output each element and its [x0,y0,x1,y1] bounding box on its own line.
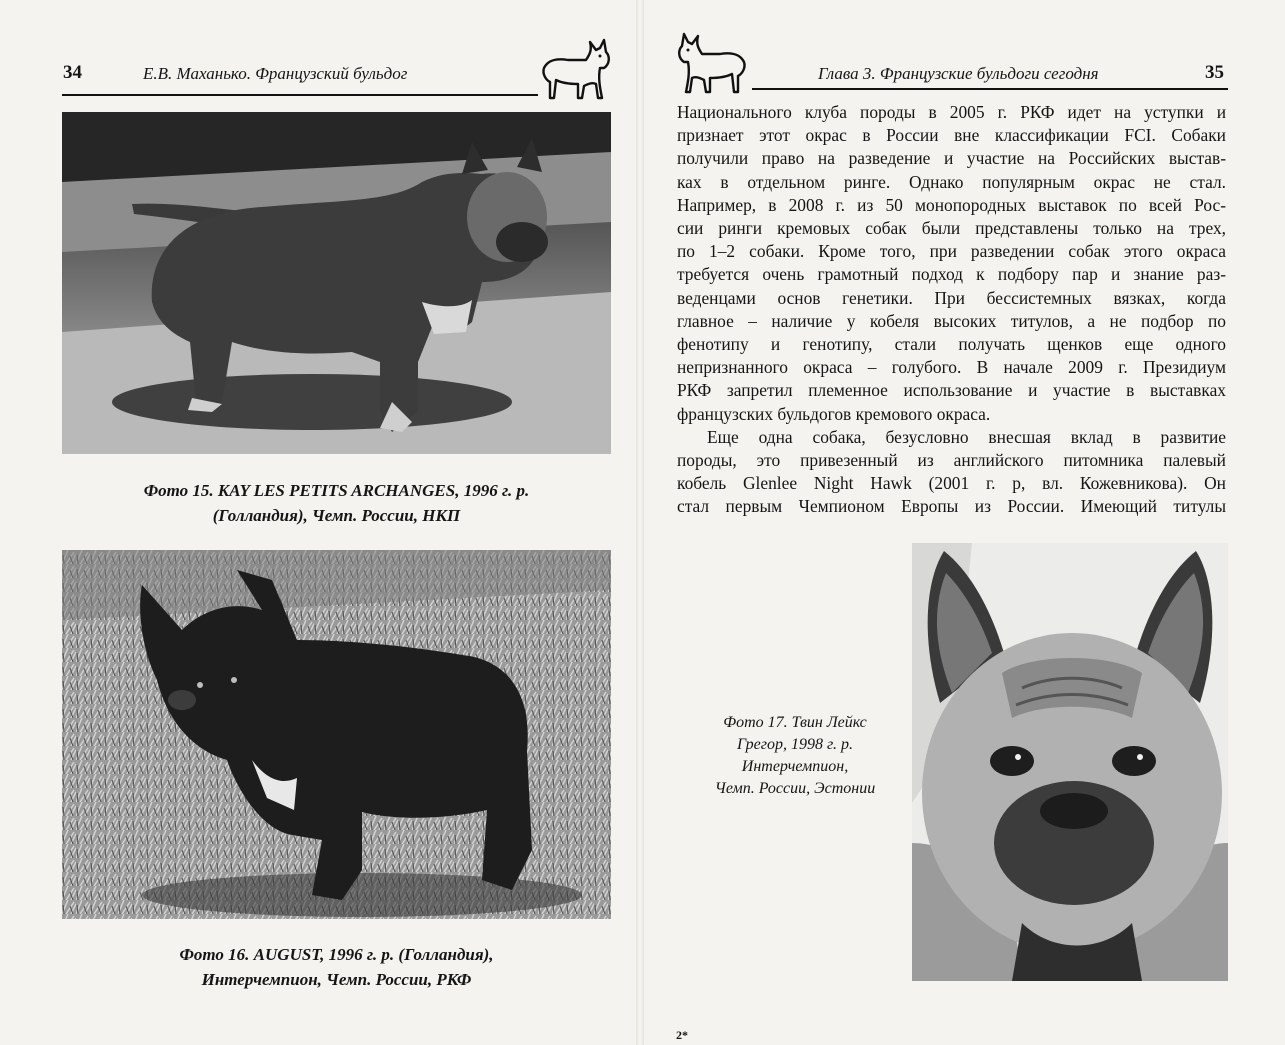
body-line: кобель Glenlee Night Hawk (2001 г. р, вл. Кожевникова). Он [677,473,1226,494]
photo-15-caption [62,478,611,528]
photo-16-caption-line2: Интерчемпион, Чемп. России, РКФ [201,970,472,989]
photo-17-caption-line: Интерчемпион, [741,758,849,775]
photo-15-caption-line2: (Голландия), Чемп. России, НКП [212,506,461,525]
photo-17-caption [670,712,920,800]
header-rule-right [752,88,1228,90]
photo-16-caption-line1: Фото 16. AUGUST, 1996 г. р. (Голландия), [179,945,494,964]
running-head-right: Глава 3. Французские бульдоги сегодня [818,64,1099,83]
body-line: получили право на разведение и участие на Российских выстав- [677,148,1226,169]
body-line: требуется очень грамотный подход к подбору пар и знание раз- [677,264,1226,285]
photo-17-caption-line: Грегор, 1998 г. р. [736,736,854,753]
body-line: Национального клуба породы в 2005 г. РКФ идет на уступки и [677,102,1226,122]
page-number-right: 35 [1205,62,1224,83]
body-line: непризнанного окраса – голубого. В начале 2009 г. Президиум [677,357,1226,378]
body-line: ках в отдельном ринге. Однако популярным окрас не стал. [677,171,1226,192]
body-line: Еще одна собака, безусловно внесшая вклад в развитие [707,426,1226,447]
body-line: РКФ запретил племенное использование и участие в выставках [677,380,1226,401]
page-number-left: 34 [63,62,82,83]
photo-17-bulldog-face [912,543,1228,981]
body-line: сии ринги кремовых собак были представлены только на трех, [677,218,1226,239]
body-text [677,101,1226,519]
body-line: породы, это привезенный из английского питомника палевый [677,450,1226,471]
body-line: по 1–2 собаки. Кроме того, при разведении собак этого окраса [677,241,1226,262]
bulldog-logo-icon [538,38,618,104]
photo-17-caption-line: Фото 17. Твин Лейкс [723,714,867,731]
photo-15-caption-line1: Фото 15. KAY LES PETITS ARCHANGES, 1996 г. р. [143,481,530,500]
body-line: веденцами основ генетики. При бессистемных вязках, когда [677,287,1226,308]
photo-17-caption-line: Чемп. России, Эстонии [714,780,876,797]
body-line: главное – наличие у кобеля высоких титулов, а не подбор по [677,310,1226,331]
body-line: признает этот окрас в России вне классификации FCI. Собаки [677,125,1226,146]
photo-15-dog-standing [62,112,611,454]
body-line: Например, в 2008 г. из 50 монопородных выставок по всей Рос- [677,194,1226,215]
body-line: стал первым Чемпионом Европы из России. Имеющий титулы [677,496,1226,517]
signature-mark: 2* [676,1028,688,1042]
right-page [640,0,1285,1045]
body-line: французских бульдогов кремового окраса. [677,403,991,424]
photo-16-black-dog-grass [62,550,611,919]
body-line: фенотипу и генотипу, стали получать щенков еще одного [677,334,1226,355]
left-page [0,0,640,1045]
running-head-left: Е.В. Маханько. Французский бульдог [143,64,408,83]
photo-16-caption [62,942,611,992]
bulldog-logo-icon [670,32,750,98]
header-rule-left [62,94,538,96]
